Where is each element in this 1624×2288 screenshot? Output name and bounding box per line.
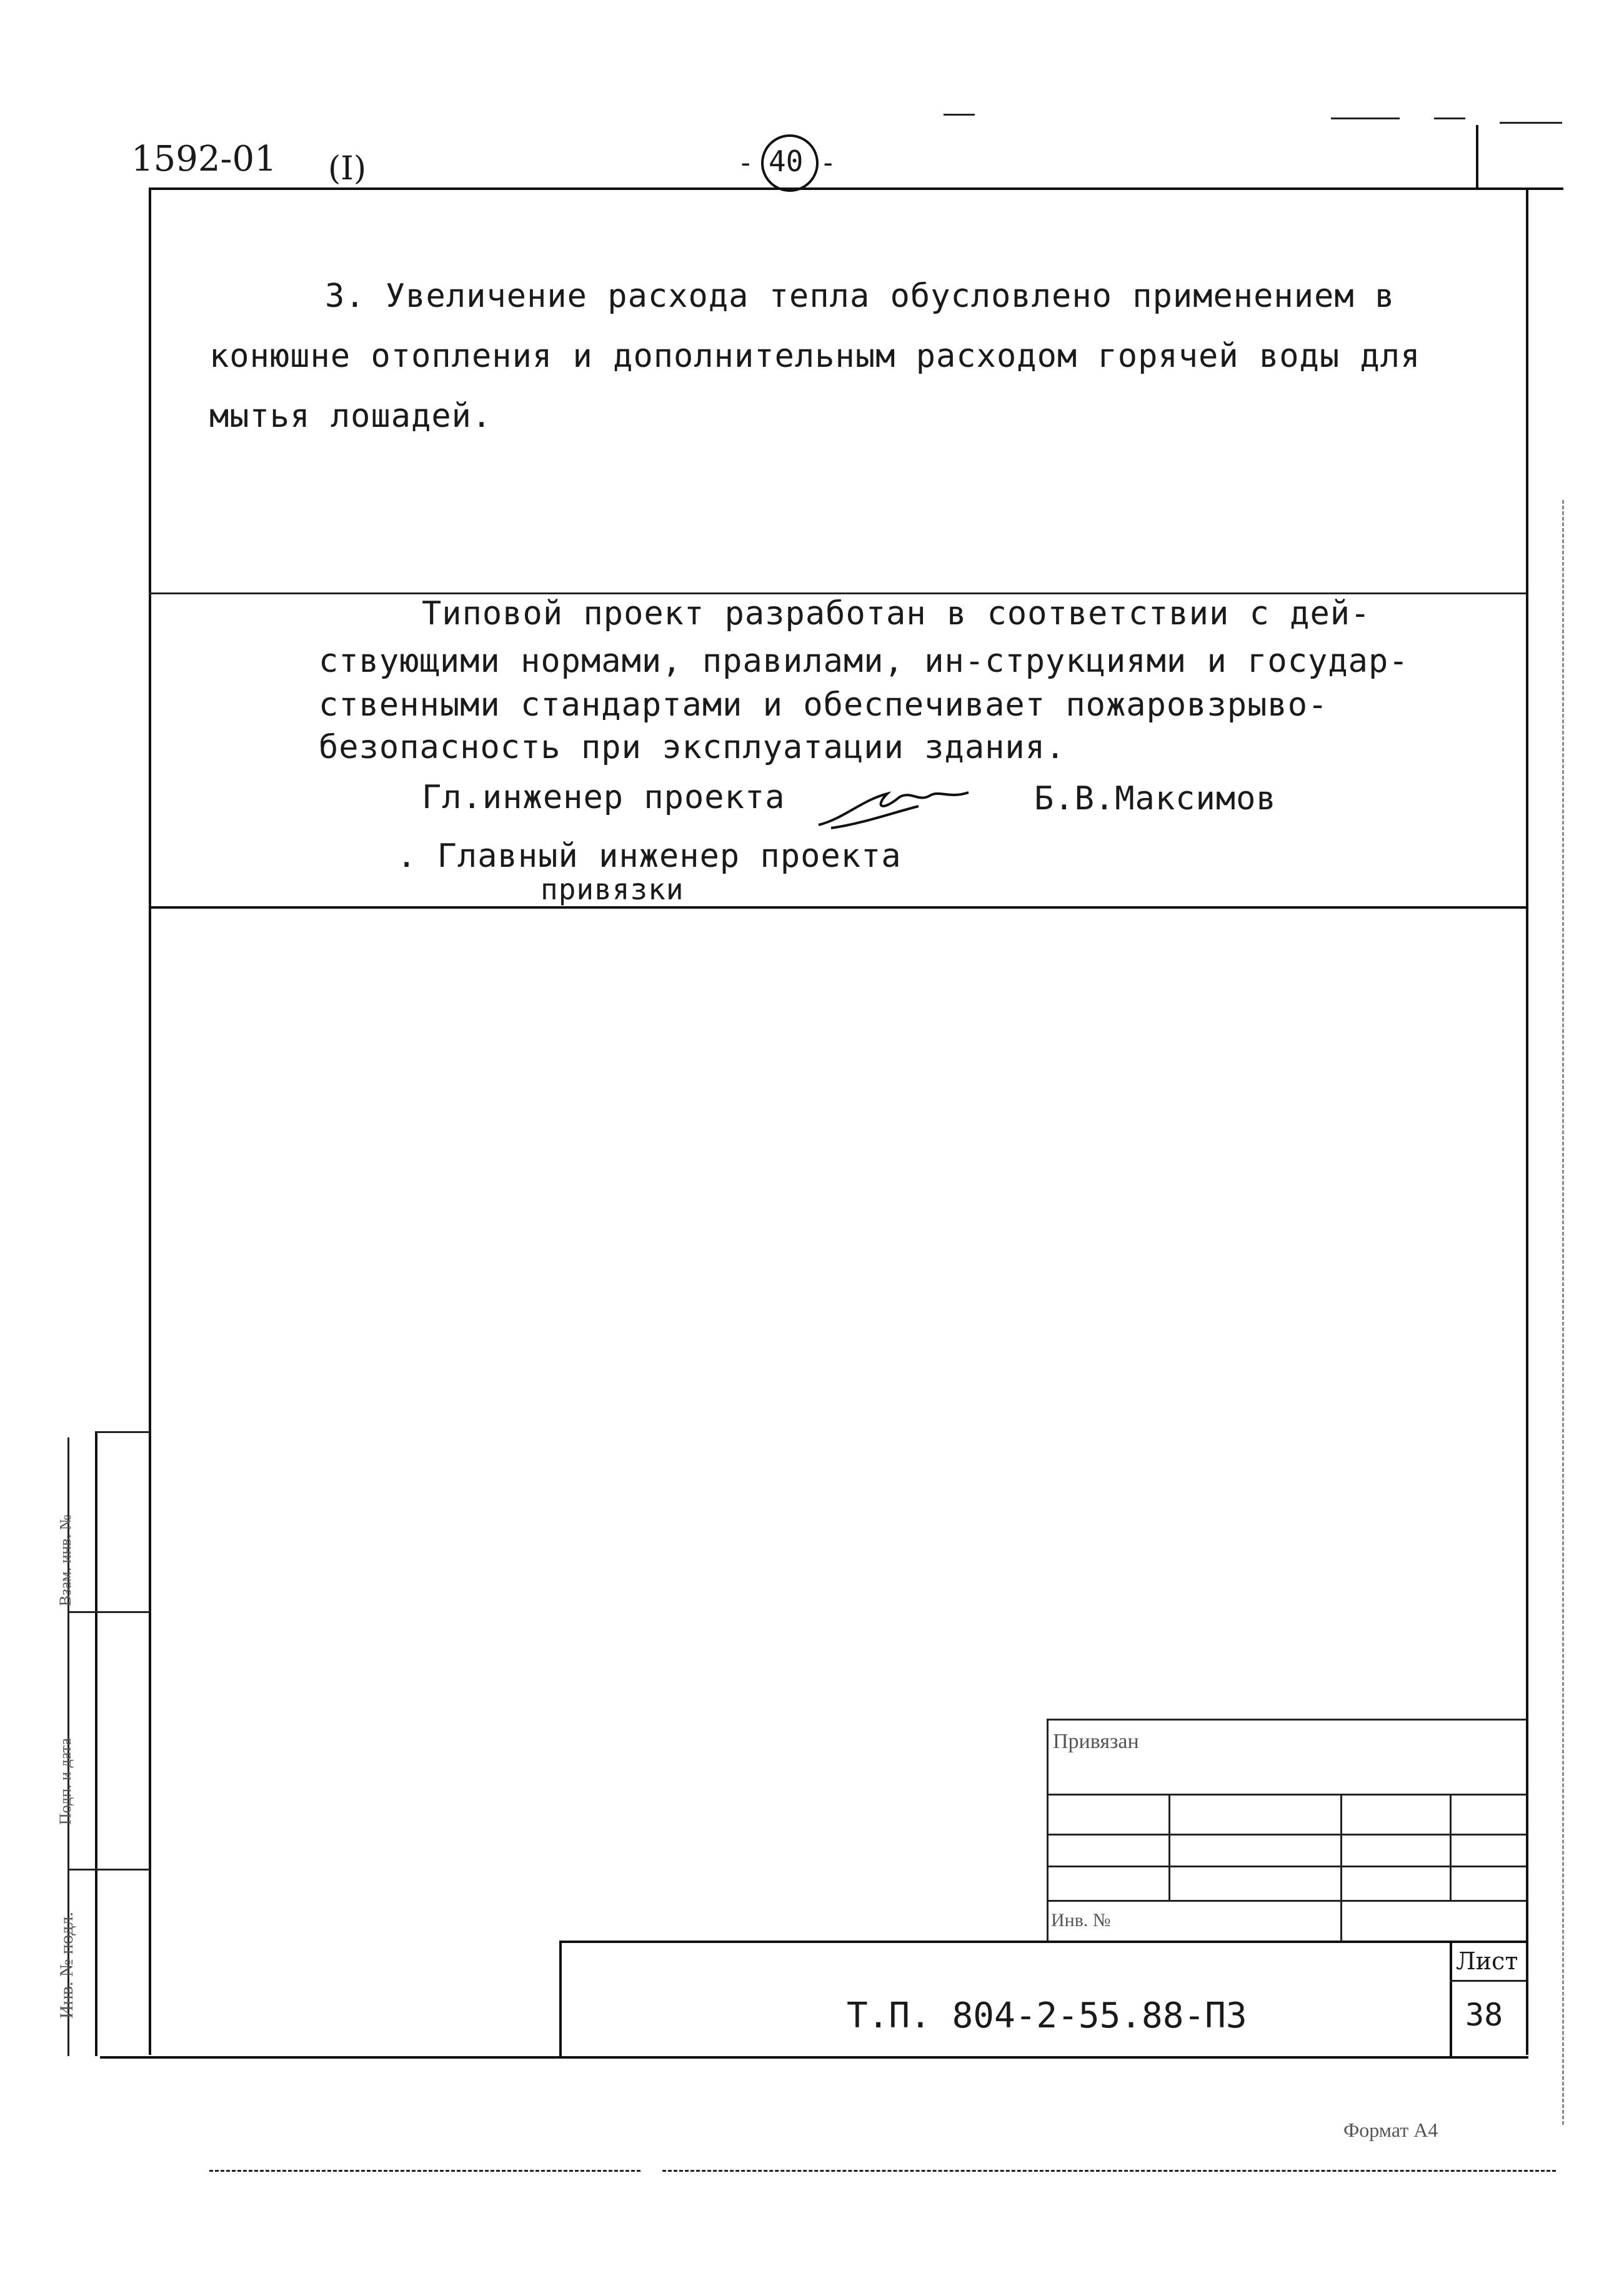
format-label: Формат А4 [1343,2119,1438,2141]
statement-line-1: Типовой проект разработан в соответствии с дей- [422,595,1371,632]
privyazan-label: Привязан [1053,1730,1139,1753]
sheet-label: Лист [1456,1947,1518,1975]
dash-left: - [737,147,754,179]
chief-engineer-name: Б.В.Максимов [1034,780,1277,817]
frame-left [149,187,151,2055]
statement-line-4: безопасность при эксплуатации здания. [319,729,1066,766]
side-column-outer [95,1431,97,2056]
footer-rule-1 [209,2170,640,2172]
side-label-middle: Подп. и дата [56,1738,74,1825]
footer-rule-2 [662,2170,1556,2172]
header-mark [944,114,975,116]
main-engineer-sub: привязки [541,872,684,906]
section-divider-1 [149,592,1526,594]
header-mark [1331,117,1400,119]
note-line-1: 3. Увеличение расхода тепла обусловлено применением в [325,277,1395,315]
statement-line-2: ствующими нормами, правилами, ин-струкциями и государ- [319,642,1409,680]
statement-line-3: ственными стандартами и обеспечивает пожаровзрыво- [319,686,1328,724]
inv-label: Инв. № [1051,1910,1111,1931]
stamp-main-top [559,1941,1526,1943]
stamp-sheet-left [1450,1941,1452,2056]
page-number: 40 [769,144,804,178]
note-line-2: конюшне отопления и дополнительным расходом горячей воды для [209,337,1421,375]
dash-right: - [820,147,837,179]
stamp-table-row-4 [1047,1900,1526,1902]
stamp-main-left [559,1941,562,2056]
frame-bottom [100,2056,1528,2059]
side-label-top: Взам. инв. № [56,1514,74,1606]
document-designation: Т.П. 804-2-55.88-ПЗ [847,1996,1247,2036]
stamp-table-col-1 [1168,1794,1170,1900]
frame-right [1526,187,1528,2055]
stamp-sheet-divider [1450,1980,1526,1982]
stamp-table-col-3 [1450,1794,1452,1900]
sheet-number: 38 [1465,1997,1503,2033]
stamp-table-row-2 [1047,1834,1526,1836]
stamp-table-row-3 [1047,1866,1526,1867]
header-mark [1434,117,1465,119]
signature-image [806,769,994,837]
frame-top [149,187,1563,190]
stamp-table-row-1 [1047,1794,1526,1796]
part-number: (I) [328,150,367,187]
note-line-3: мытья лошадей. [209,397,492,435]
page-number-badge [737,134,837,191]
frame-top-right-tick [1476,125,1478,187]
side-column-div-1 [67,1611,150,1613]
section-divider-2 [149,906,1526,909]
side-column-div-2 [67,1869,150,1871]
chief-engineer-label: Гл.инженер проекта [422,779,785,816]
side-label-bottom: Инв. № подл. [56,1912,77,2019]
header-mark [1500,122,1562,124]
stamp-table-top [1047,1719,1526,1721]
side-column-top [95,1431,150,1433]
doc-number: 1592-01 [131,139,277,179]
stamp-table-col-2 [1340,1794,1342,1941]
right-edge-mark [1562,500,1564,2125]
main-engineer-label: . Главный инженер проекта [397,837,902,875]
stamp-table-left [1047,1719,1049,1941]
